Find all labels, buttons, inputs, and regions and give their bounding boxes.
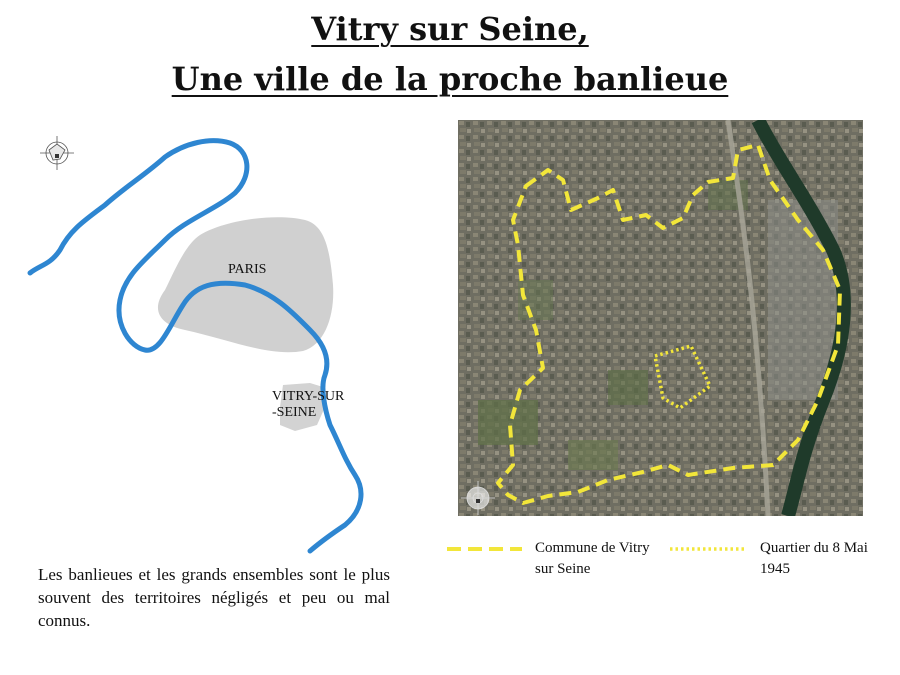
schematic-map-svg bbox=[25, 125, 420, 555]
vitry-label bbox=[272, 389, 344, 421]
compass-icon bbox=[40, 136, 74, 170]
vitry-label-line2: -SEINE bbox=[272, 405, 317, 420]
legend-quartier-swatch bbox=[670, 545, 745, 553]
satellite-map bbox=[458, 120, 863, 516]
legend-commune-label: Commune de Vitry sur Seine bbox=[535, 540, 650, 577]
description-text: Les banlieues et les grands ensembles sont le plus souvent des territoires négligés et peu ou mal connus. bbox=[38, 565, 390, 630]
page-title-line1: Vitry sur Seine, bbox=[311, 10, 589, 48]
paris-label: PARIS bbox=[228, 262, 267, 277]
legend-commune-swatch bbox=[447, 545, 522, 553]
page-title-line2: Une ville de la proche banlieue bbox=[171, 60, 729, 98]
legend-quartier-label: Quartier du 8 Mai 1945 bbox=[760, 540, 868, 577]
schematic-map bbox=[25, 125, 420, 555]
satellite-map-svg bbox=[458, 120, 863, 516]
vitry-label-line1: VITRY-SUR bbox=[272, 389, 345, 404]
